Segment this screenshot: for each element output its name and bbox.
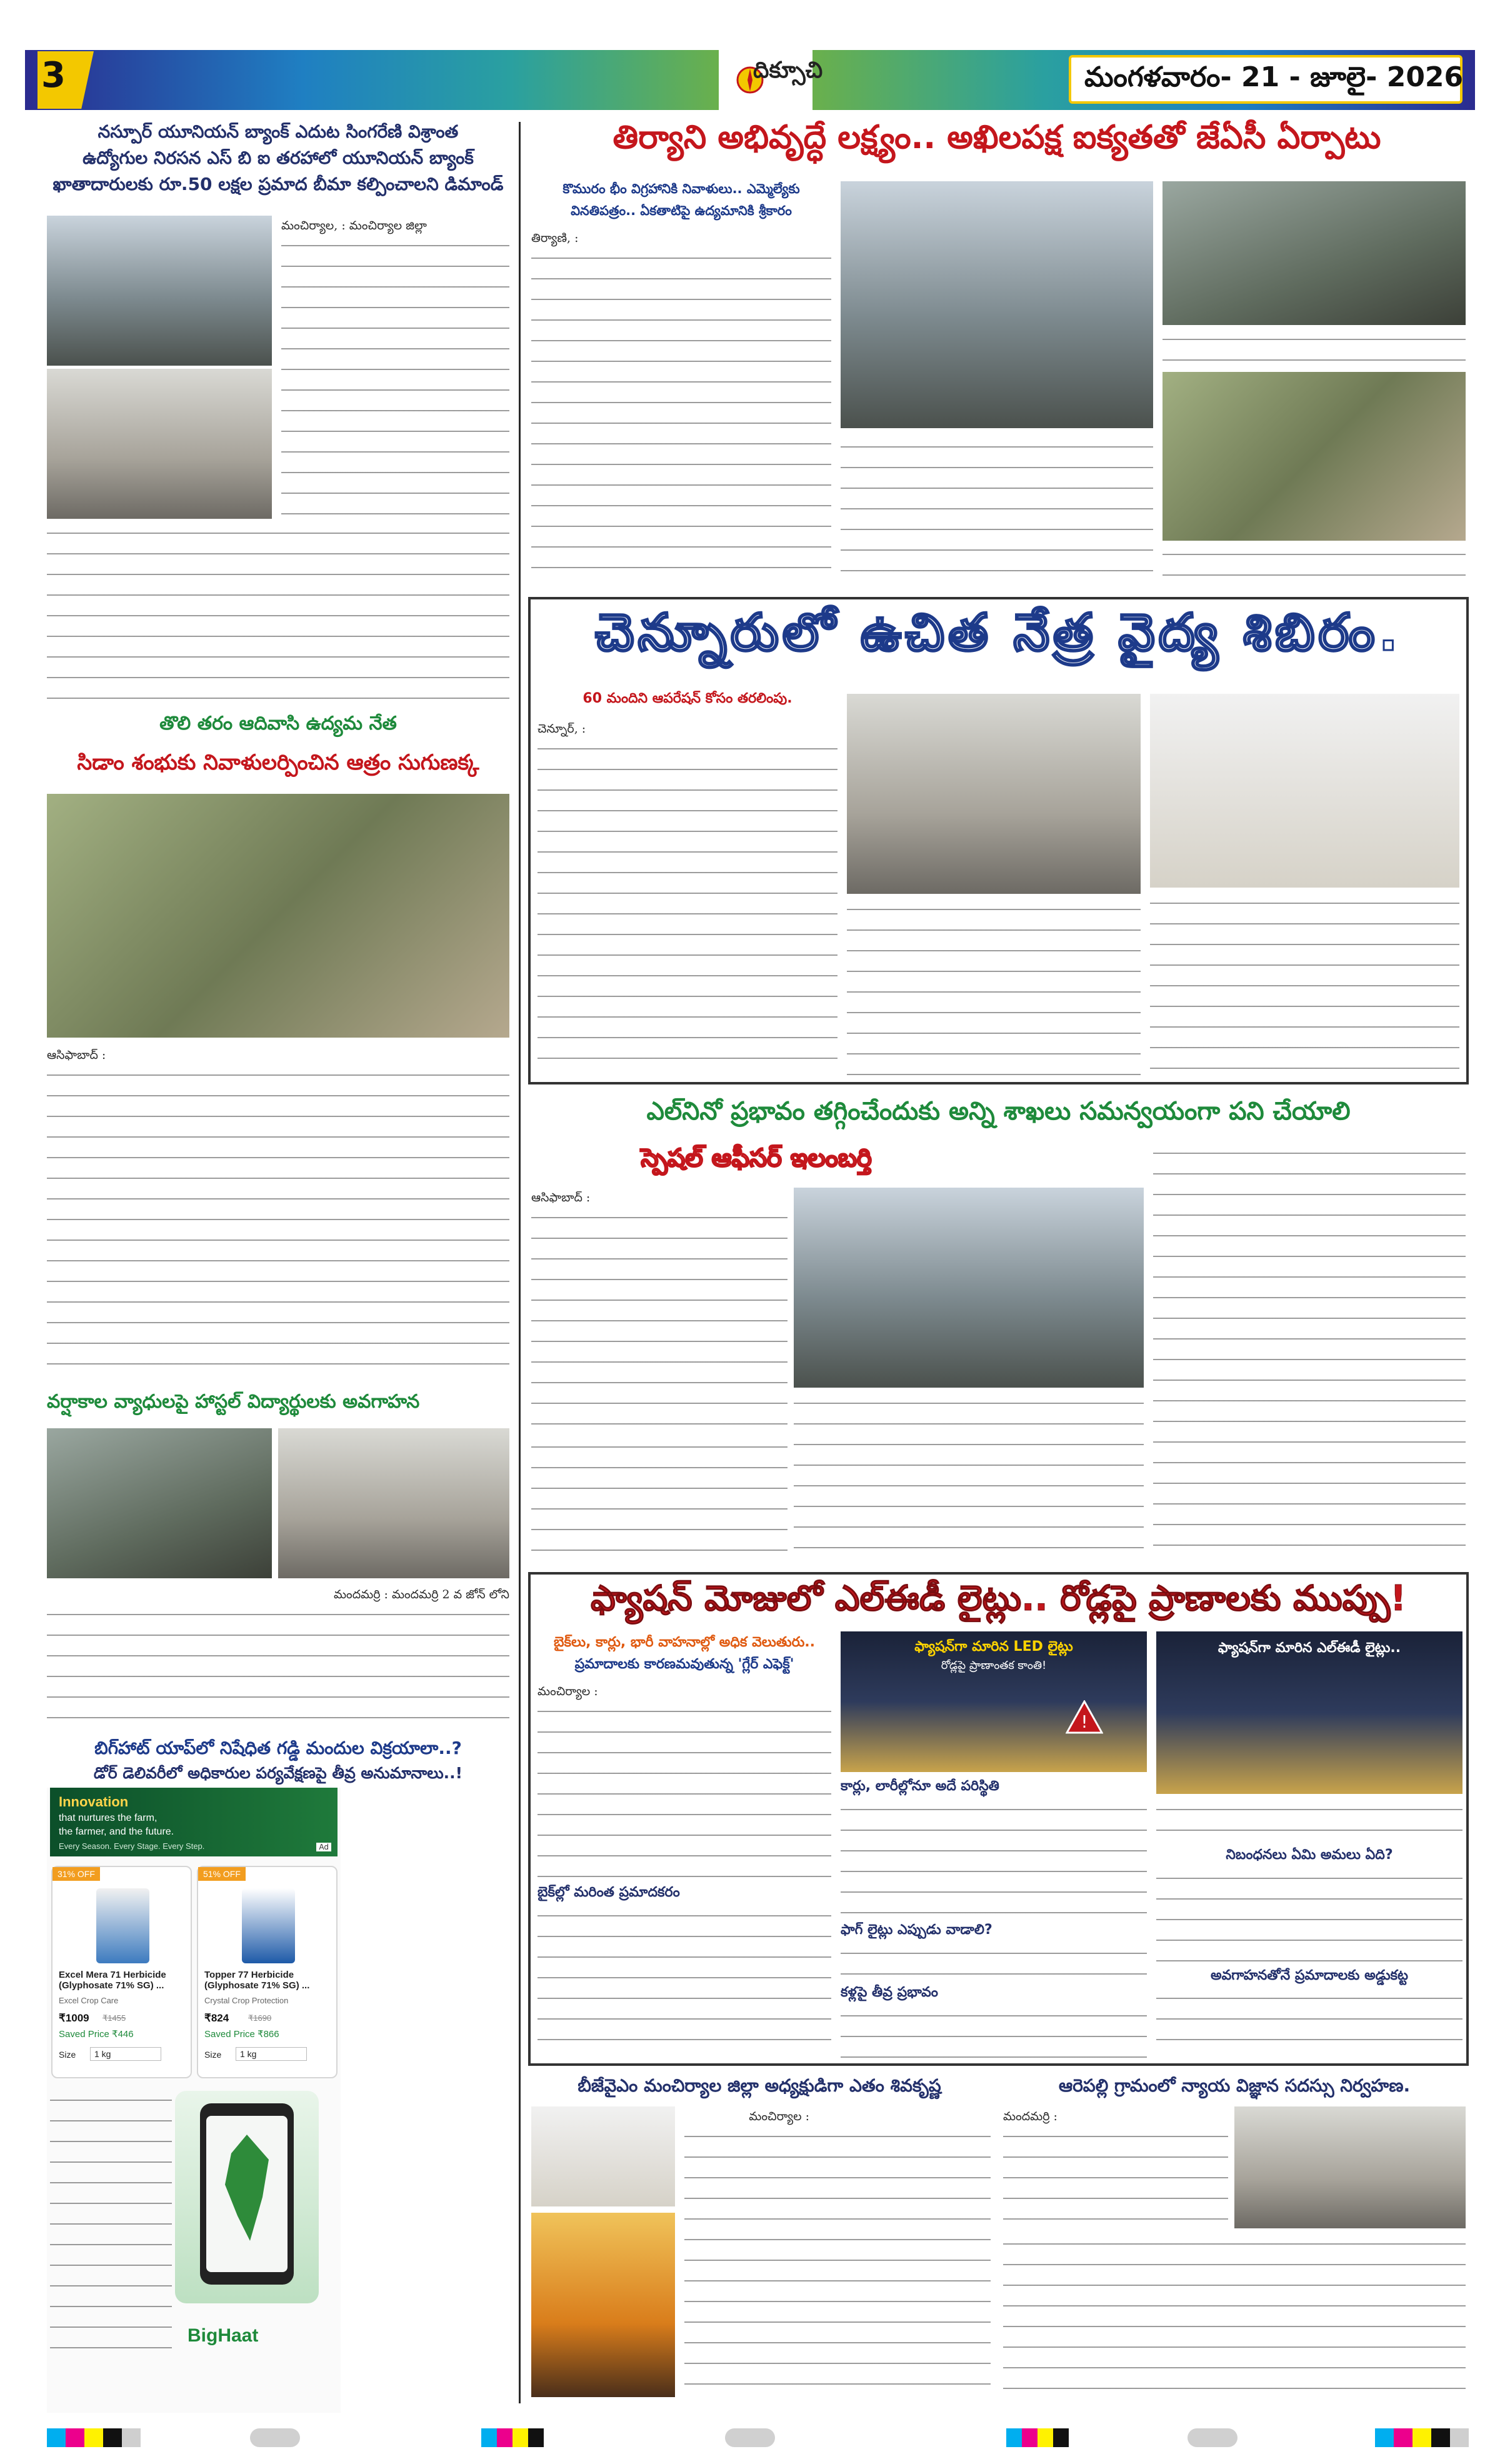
ad-product-card-1[interactable] — [51, 1866, 192, 2078]
header-band-left — [25, 50, 719, 110]
article9-portrait — [531, 2213, 675, 2397]
article6-body-col1 — [538, 739, 838, 1077]
column-divider — [519, 122, 521, 2403]
article10-byline: మందమర్రి : — [1003, 2110, 1058, 2123]
ad-banner-title: Innovation — [59, 1794, 129, 1810]
article9-appointment-letter — [531, 2106, 675, 2206]
article3-body — [47, 1605, 509, 1730]
article6-body-col2 — [847, 900, 1141, 1075]
ad-product1-discount: 31% OFF — [52, 1867, 100, 1881]
registration-bar-black — [1431, 2428, 1450, 2447]
article8-section-eyes: కళ్లపై తీవ్ర ప్రభావం — [841, 1985, 938, 2000]
article10-body-col1 — [1003, 2127, 1228, 2227]
article5-photo-jac-meeting — [841, 181, 1153, 428]
article8-image2-title: ఫ్యాషన్‌గా మారిన ఎల్ఈడీ లైట్లు.. — [1218, 1640, 1401, 1656]
ad-banner — [50, 1788, 338, 1856]
ad-product1-price: ₹1009 — [59, 2012, 89, 2024]
ad-product1-name: Excel Mera 71 Herbicide (Glyphosate 71% SG) ... — [59, 1970, 166, 1991]
article8-image1-sub: రోడ్లపై ప్రాణాంతక కాంతి! — [941, 1659, 1047, 1672]
article8-subhead-line2: ప్రమాదాలకు కారణమవుతున్న 'గ్లేర్ ఎఫెక్ట్' — [574, 1656, 794, 1672]
ad-product2-price: ₹824 — [204, 2012, 229, 2024]
article8-body-col2b — [841, 1944, 1147, 1981]
registration-pill — [725, 2428, 775, 2447]
article8-headline: ఫ్యాషన్ మోజులో ఎల్ఈడీ లైట్లు.. రోడ్లపై ప్రాణాలకు ముప్పు! — [591, 1578, 1406, 1619]
article5-body-col3b — [1162, 545, 1466, 586]
article2-body — [47, 1066, 509, 1378]
ad-product2-mrp: ₹1690 — [248, 2013, 272, 2023]
article2-headline-line2: సిడాం శంభుకు నివాళులర్పించిన ఆత్రం సుగుణక్క — [77, 750, 479, 775]
article7-body-col3 — [1153, 1144, 1466, 1560]
article9-headline: బీజేవైఎం మంచిర్యాల జిల్లా అధ్యక్షుడిగా ఎతం శివకృష్ణ — [578, 2075, 941, 2096]
svg-text:!: ! — [1081, 1711, 1088, 1732]
article1-headline-line1: నస్పూర్ యూనియన్ బ్యాంక్ ఎదుట సింగరేణి విశ్రాంత — [98, 121, 459, 142]
article8-section-foglights: ఫాగ్ లైట్లు ఎప్పుడు వాడాలి? — [841, 1922, 992, 1938]
article3-photo-hostel — [47, 1428, 272, 1578]
registration-bar-cyan — [47, 2428, 66, 2447]
registration-bar-magenta — [1394, 2428, 1412, 2447]
article8-section-rules: నిబంధనలు ఏమి అమలు ఏది? — [1226, 1847, 1393, 1863]
article5-byline: తిర్యాణి, : — [531, 231, 579, 245]
article1-byline: మంచిర్యాల, : మంచిర్యాల జిల్లా — [281, 219, 427, 233]
article1-photo-memorandum — [47, 369, 272, 519]
article5-body-col1 — [531, 249, 831, 586]
article4-headline-line2: డోర్ డెలివరీలో అధికారుల పర్యవేక్షణపై తీవ్ర అనుమానాలు..! — [93, 1764, 463, 1782]
article8-body-col3c — [1156, 1989, 1462, 2060]
ad-product1-saved: Saved Price ₹446 — [59, 2029, 134, 2040]
herbicide-pack-icon — [242, 1888, 295, 1963]
ad-product1-brand: Excel Crop Care — [59, 1996, 119, 2005]
article7-subhead: స్పెషల్ ఆఫీసర్ ఇలంబర్తి — [641, 1144, 872, 1173]
ad-banner-line3: the farmer, and the future. — [59, 1826, 174, 1837]
article7-body-col1 — [531, 1208, 788, 1433]
registration-bar-cyan — [1006, 2428, 1022, 2447]
article8-section-bikes: బైక్‌ల్లో మరింత ప్రమాదకరం — [538, 1885, 680, 1900]
registration-bar-black — [1053, 2428, 1069, 2447]
article6-photo-bus — [847, 694, 1141, 894]
registration-bar-magenta — [497, 2428, 512, 2447]
article8-image1-title: ఫ్యాషన్‌గా మారిన LED లైట్లు — [914, 1639, 1073, 1655]
registration-bar-grey — [122, 2428, 141, 2447]
article7-photo-meeting — [794, 1188, 1144, 1388]
article5-photo-rally — [1162, 372, 1466, 541]
article1-headline-line3: ఖాతాదారులకు రూ.50 లక్షల ప్రమాద బీమా కల్పించాలని డిమాండ్ — [52, 174, 504, 194]
ad-product2-discount: 51% OFF — [198, 1867, 246, 1881]
article8-section-awareness: అవగాహనతోనే ప్రమాదాలకు అడ్డుకట్ట — [1210, 1968, 1409, 1983]
registration-bar-yellow — [1412, 2428, 1431, 2447]
herbicide-pack-icon — [96, 1888, 149, 1963]
article3-byline: మందమర్రి : మందమర్రి 2 వ జోన్ లోని — [333, 1588, 509, 1601]
article5-body-col3a — [1162, 330, 1466, 368]
article2-headline-line1: తొలి తరం ఆదివాసి ఉద్యమ నేత — [159, 713, 397, 734]
ad-product1-size-select[interactable]: 1 kg — [90, 2047, 161, 2061]
registration-bar-black — [103, 2428, 122, 2447]
article8-body-col3a — [1156, 1800, 1462, 1844]
ad-product-card-2[interactable] — [197, 1866, 338, 2078]
article10-photo-seminar — [1234, 2106, 1466, 2228]
article3-photo-awareness — [278, 1428, 509, 1578]
warning-triangle-icon — [1066, 1700, 1103, 1734]
registration-bar-yellow — [512, 2428, 528, 2447]
article8-section-cars: కార్లు, లారీల్లోనూ అదే పరిస్థితి — [841, 1778, 999, 1794]
article8-byline: మంచిర్యాల : — [538, 1685, 598, 1698]
article10-body-col2 — [1003, 2235, 1466, 2397]
ad-badge: Ad — [316, 1843, 331, 1851]
ad-product2-name: Topper 77 Herbicide (Glyphosate 71% SG) ... — [204, 1970, 310, 1991]
registration-bar-magenta — [1022, 2428, 1038, 2447]
article1-headline-line2: ఉద్యోగుల నిరసన ఎస్ బి ఐ తరహాలో యూనియన్ బ్యాంక్ — [82, 148, 474, 168]
newspaper-title: దిక్సూచి — [753, 58, 823, 83]
registration-bar-cyan — [1375, 2428, 1394, 2447]
article8-body-col3b — [1156, 1869, 1462, 1963]
registration-bar-magenta — [66, 2428, 84, 2447]
article2-byline: ఆసిఫాబాద్ : — [47, 1048, 106, 1062]
article5-body-col2 — [841, 438, 1153, 588]
article8-photo-led-1 — [841, 1631, 1147, 1772]
ad-product1-mrp: ₹1455 — [102, 2013, 126, 2023]
article8-photo-led-2 — [1156, 1631, 1462, 1794]
article6-photo-camp — [1150, 694, 1459, 888]
india-map-icon — [175, 2091, 319, 2303]
article5-photo-procession — [1162, 181, 1466, 325]
article3-headline: వర్షాకాల వ్యాధులపై హాస్టల్ విద్యార్థులకు అవగాహన — [47, 1391, 420, 1413]
article5-subhead-line2: వినతిపత్రం.. ఏకతాటిపై ఉద్యమానికి శ్రీకారం — [571, 203, 792, 218]
ad-product2-size-label: Size — [204, 2050, 222, 2060]
article6-headline: చెన్నూరులో ఉచిత నేత్ర వైద్య శిబిరం. — [595, 603, 1402, 663]
ad-banner-line2: that nurtures the farm, — [59, 1813, 158, 1823]
article9-body — [684, 2127, 991, 2396]
article4-headline-line1: బిగ్‌హాట్ యాప్‌లో నిషేధిత గడ్డి మందుల విక్రయాలా..? — [94, 1738, 462, 1758]
registration-bar-cyan — [481, 2428, 497, 2447]
registration-bar-grey — [1450, 2428, 1469, 2447]
article7-byline: ఆసిఫాబాద్ : — [531, 1191, 591, 1204]
article9-byline: మంచిర్యాల : — [749, 2110, 809, 2123]
article5-headline: తిర్యాని అభివృద్ధే లక్ష్యం.. అఖిలపక్ష ఐక్యతతో జేఏసీ ఏర్పాటు — [612, 119, 1381, 156]
registration-bar-yellow — [1038, 2428, 1053, 2447]
article7-body-col1b — [531, 1438, 788, 1560]
ad-product2-brand: Crystal Crop Protection — [204, 1996, 289, 2005]
article7-body-col2 — [794, 1394, 1144, 1560]
article1-headline — [47, 119, 509, 198]
article8-body-col1b — [538, 1906, 831, 2060]
registration-bar-yellow — [84, 2428, 103, 2447]
issue-date: మంగళవారం- 21 - జూలై- 2026 — [1084, 61, 1464, 93]
ad-phone-illustration — [175, 2091, 319, 2303]
article6-byline: చెన్నూర్, : — [538, 722, 586, 736]
ad-product2-saved: Saved Price ₹866 — [204, 2029, 279, 2040]
article8-body-col1a — [538, 1702, 831, 1880]
registration-pill — [1188, 2428, 1238, 2447]
article6-body-col3 — [1150, 894, 1459, 1075]
article1-photo-bank-protest — [47, 216, 272, 366]
article8-body-col2c — [841, 2006, 1147, 2060]
ad-brand-logo: BigHaat — [188, 2325, 259, 2346]
article8-subhead-line1: బైక్‌లు, కార్లు, భారీ వాహనాల్లో అధిక వెలుతురు.. — [553, 1635, 816, 1650]
registration-bar-black — [528, 2428, 544, 2447]
article5-subhead-line1: కొమురం భీం విగ్రహానికి నివాళులు.. ఎమ్మెల్యేకు — [562, 181, 800, 196]
article6-subhead: 60 మందిని ఆపరేషన్ కోసం తరలింపు. — [582, 691, 792, 706]
ad-product2-size-select[interactable]: 1 kg — [236, 2047, 307, 2061]
article4-body — [50, 2091, 172, 2360]
article2-photo-tribute — [47, 794, 509, 1038]
ad-product1-size-label: Size — [59, 2050, 76, 2060]
registration-pill — [250, 2428, 300, 2447]
article7-headline: ఎల్‌నినో ప్రభావం తగ్గించేందుకు అన్ని శాఖలు సమన్వయంగా పని చేయాలి — [646, 1097, 1351, 1126]
page-number: 3 — [41, 55, 66, 96]
article10-headline: ఆరెపల్లి గ్రామంలో న్యాయ విజ్ఞాన సదస్సు నిర్వహణ. — [1058, 2075, 1411, 2096]
article1-body-right — [281, 236, 509, 518]
article8-body-col2a — [841, 1800, 1147, 1919]
article1-body — [47, 524, 509, 705]
ad-banner-tagline: Every Season. Every Stage. Every Step. — [59, 1841, 205, 1851]
